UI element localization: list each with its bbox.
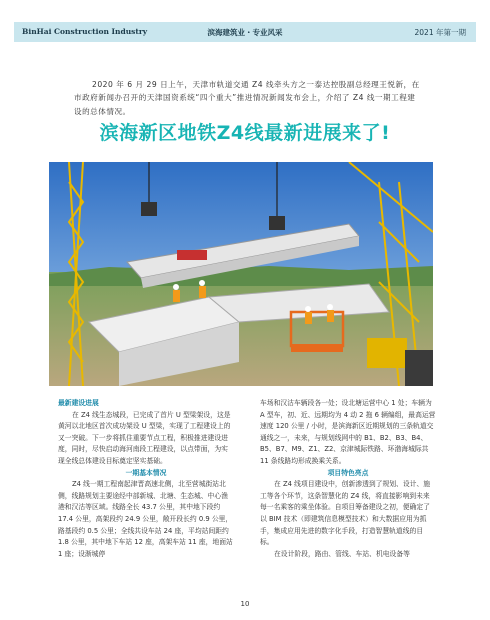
right-column — [260, 398, 436, 560]
section-paragraph: 在 Z4 线生态城段，已完成了首片 U 型梁架设，这是黄河以北地区首次成功架设 U 型梁，实现了工程建设上的又一突破。下一步将抓住重要节点工程，积极推进建设进度，同时，尽快启动海河南段工程建设，以点带面，为实现全线总体建设目标奠定坚实基础。 — [58, 410, 231, 465]
page-number: 10 — [240, 600, 250, 608]
intro-paragraph: 2020 年 6 月 29 日上午，天津市轨道交通 Z4 线牵头方之一泰达控股副总经理王悦新，在市政府新闻办召开的天津国资系统“四个重大”推进情况新闻发布会上，介绍了 Z4 线一期工程建设的总体情况。 — [74, 79, 420, 116]
issue-label: 2021 年第一期 — [414, 28, 466, 37]
section-paragraph: 车场和汉沽车辆段各一处；设北塘运营中心 1 处；车辆为 A 型车，初、近、远期均为 4 动 2 拖 6 辆编组，最高运营速度 120 公里 / 小时，是滨海新区近期规划的三条轨道交通线之一，未来，与规划线网中的 B1、B2、B3、B4、B5、B7、M9、Z1、Z2、京津城际铁路、环渤海城际共 11 条线路均形成换乘关系。 — [260, 399, 436, 465]
left-column — [58, 398, 234, 560]
section-paragraph: Z4 线一期工程南起津晋高速北侧，北至营城街站北侧，线路规划主要途经中部新城、北塘、生态城、中心渔港和汉沽等区域。线路全长 43.7 公里，其中地下段约 17.4 公里，高架段约 24.9 公里，敞开段长约 0.9 公里，路基段约 0.5 公里；全线共设车站 24 座，平均站间距约 1.8 公里，其中地下车站 12 座，高架车站 11 座，地面站 1 座；设渐城停 — [58, 480, 233, 558]
column-name: 滨海建筑业・专业风采 — [207, 28, 283, 37]
construction-photo — [49, 162, 433, 386]
section-paragraph: 在 Z4 线项目建设中，创新渗透到了规划、设计、施工等各个环节，这条智慧化的 Z4 线，将直接影响到未来每一名乘客的乘坐体验。自项目筹备建设之初，便确定了以 BIM 技术（即建筑信息模型技术）和大数据应用为抓手，集成应用先进的数字化手段，打造智慧轨道线的目标。 — [260, 480, 431, 547]
section-title-highlights: 项目特色亮点 — [327, 468, 369, 477]
magazine-name: BinHai Construction Industry — [22, 27, 148, 36]
section-title-progress: 最新建设进展 — [58, 399, 99, 407]
article-headline: 滨海新区地铁Z4线最新进展来了! — [99, 122, 391, 144]
section-paragraph: 在设计阶段，路由、管线、车站、机电设备等 — [274, 549, 410, 558]
section-title-basics: 一期基本情况 — [125, 468, 167, 477]
page-header — [14, 22, 476, 42]
